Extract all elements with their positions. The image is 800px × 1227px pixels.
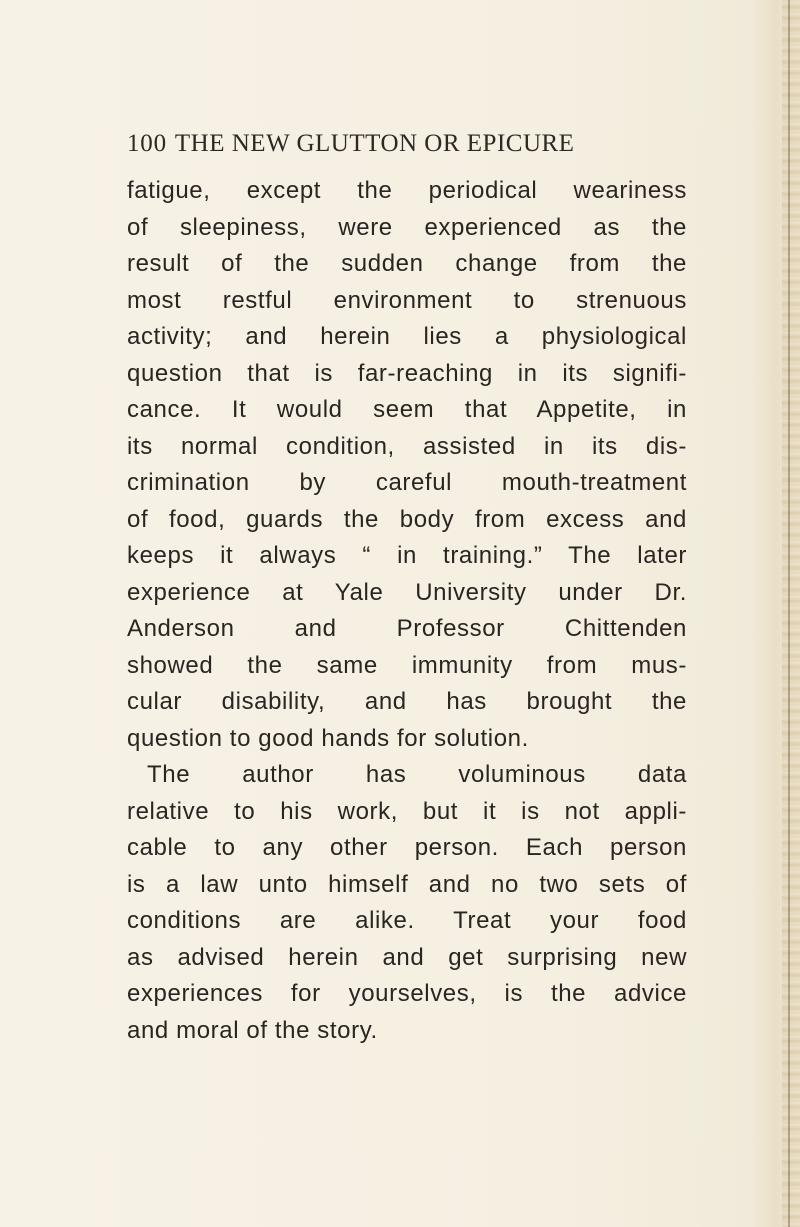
text-line: question to good hands for solution. [127, 724, 529, 752]
text-line: showed the same immunity from mus- [127, 651, 687, 679]
text-line: relative to his work, but it is not appli- [127, 797, 687, 825]
text-line: and moral of the story. [127, 1016, 378, 1044]
text-line: crimination by careful mouth-treatment [127, 469, 687, 496]
text-line: experience at Yale University under Dr. [127, 578, 687, 606]
text-line: cable to any other person. Each person [127, 834, 687, 861]
text-line: fatigue, except the periodical weariness [127, 177, 687, 204]
text-line: result of the sudden change from the [127, 250, 687, 277]
text-line: cance. It would seem that Appetite, in [127, 396, 687, 423]
body-text [127, 173, 687, 1049]
text-line: its normal condition, assisted in its dis- [127, 432, 687, 460]
text-line: keeps it always “ in training.” The later [127, 542, 687, 569]
page-edge [782, 0, 800, 1227]
text-line: experiences for yourselves, is the advice [127, 980, 687, 1007]
text-line: cular disability, and has brought the [127, 688, 687, 715]
text-line: activity; and herein lies a physiological [127, 323, 687, 350]
text-line: of sleepiness, were experienced as the [127, 213, 687, 241]
text-line: The author has voluminous data [147, 761, 687, 788]
running-title: THE NEW GLUTTON OR EPICURE [174, 130, 575, 157]
text-line: is a law unto himself and no two sets of [127, 870, 687, 898]
text-line: as advised herein and get surprising new [127, 943, 687, 971]
running-head [127, 128, 687, 160]
text-line: Anderson and Professor Chittenden [127, 615, 687, 642]
text-line: of food, guards the body from excess and [127, 505, 687, 533]
page-edge-line [788, 0, 790, 1227]
text-line: question that is far-reaching in its signifi- [127, 359, 687, 387]
page-number: 100 [127, 130, 167, 157]
text-line: conditions are alike. Treat your food [127, 907, 687, 934]
text-line: most restful environment to strenuous [127, 286, 687, 314]
